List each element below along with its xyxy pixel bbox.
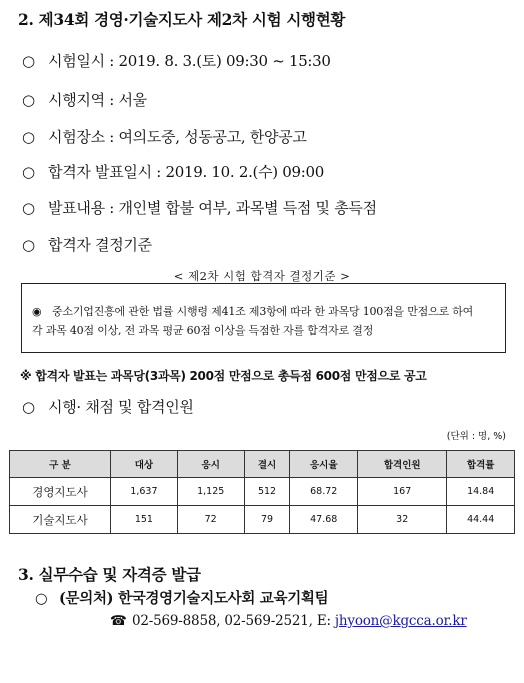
bullet-circle-icon: ○: [22, 52, 35, 70]
header-attendance-rate: 응시율: [290, 451, 358, 478]
phone-line: [110, 613, 467, 629]
pass-criteria-item: [22, 234, 152, 255]
cell-pass-rate: 14.84: [447, 478, 515, 506]
announcement-date-text: 합격자 발표일시 : 2019. 10. 2.(수) 09:00: [48, 163, 325, 181]
bullet-circle-icon: ○: [22, 91, 35, 109]
unit-label: (단위 : 명, %): [446, 431, 506, 442]
header-applied: 응시: [177, 451, 244, 478]
results-table: [9, 450, 515, 534]
header-absent: 결시: [244, 451, 290, 478]
bullet-circle-icon: ○: [22, 163, 35, 181]
cell-absent: 79: [244, 506, 290, 534]
exam-venue-text: 시험장소 : 여의도중, 성동공고, 한양공고: [48, 128, 307, 146]
header-category: 구 분: [10, 451, 111, 478]
header-target: 대상: [111, 451, 178, 478]
announcement-date-item: [22, 161, 324, 182]
cell-attendance-rate: 47.68: [290, 506, 358, 534]
pass-criteria-text: 합격자 결정기준: [48, 236, 152, 254]
cell-absent: 512: [244, 478, 290, 506]
header-passed: 합격인원: [358, 451, 447, 478]
criteria-text: [32, 302, 500, 340]
cell-category: 경영지도사: [10, 478, 111, 506]
announcement-content-text: 발표내용 : 개인별 합불 여부, 과목별 득점 및 총득점: [48, 199, 377, 217]
cell-applied: 1,125: [177, 478, 244, 506]
bullet-dot-icon: ◉: [32, 305, 42, 318]
section-2-heading: 2. 제34회 경영·기술지도사 제2차 시험 시행현황: [18, 10, 346, 29]
stats-heading: [22, 396, 194, 417]
phone-numbers: 02-569-8858, 02-569-2521, E:: [132, 613, 335, 629]
table-row: [10, 478, 515, 506]
exam-region-item: [22, 89, 147, 110]
table-row: [10, 506, 515, 534]
telephone-icon: ☎: [110, 613, 127, 629]
cell-target: 151: [111, 506, 178, 534]
cell-attendance-rate: 68.72: [290, 478, 358, 506]
contact-item: [35, 587, 328, 608]
table-header-row: [10, 451, 515, 478]
cell-pass-rate: 44.44: [447, 506, 515, 534]
bullet-circle-icon: ○: [22, 128, 35, 146]
bullet-circle-icon: ○: [22, 236, 35, 254]
cell-applied: 72: [177, 506, 244, 534]
criteria-title: < 제2차 시험 합격자 결정기준 >: [0, 268, 524, 284]
cell-passed: 167: [358, 478, 447, 506]
cell-target: 1,637: [111, 478, 178, 506]
announcement-content-item: [22, 197, 377, 218]
bullet-circle-icon: ○: [22, 199, 35, 217]
exam-venue-item: [22, 126, 307, 147]
cell-category: 기술지도사: [10, 506, 111, 534]
exam-date-text: 시험일시 : 2019. 8. 3.(토) 09:30 ~ 15:30: [48, 52, 331, 70]
criteria-line-1: 중소기업진흥에 관한 법률 시행령 제41조 제3항에 따라 한 과목당 100점을 만점으로 하여: [52, 305, 474, 318]
exam-region-text: 시행지역 : 서울: [48, 91, 147, 109]
cell-passed: 32: [358, 506, 447, 534]
contact-text: (문의처) 한국경영기술지도사회 교육기획팀: [59, 590, 329, 607]
email-link[interactable]: jhyoon@kgcca.or.kr: [334, 613, 467, 629]
section-3-heading: 3. 실무수습 및 자격증 발급: [18, 565, 201, 584]
stats-heading-text: 시행· 채점 및 합격인원: [48, 398, 194, 416]
bullet-circle-icon: ○: [22, 398, 35, 416]
header-pass-rate: 합격률: [447, 451, 515, 478]
exam-date-item: [22, 50, 331, 71]
announcement-note: ※ 합격자 발표는 과목당(3과목) 200점 만점으로 총득점 600점 만점으로 공고: [20, 369, 427, 383]
criteria-line-2: 각 과목 40점 이상, 전 과목 평균 60점 이상을 득점한 자를 합격자로 결정: [32, 324, 374, 337]
bullet-circle-icon: ○: [35, 591, 48, 607]
